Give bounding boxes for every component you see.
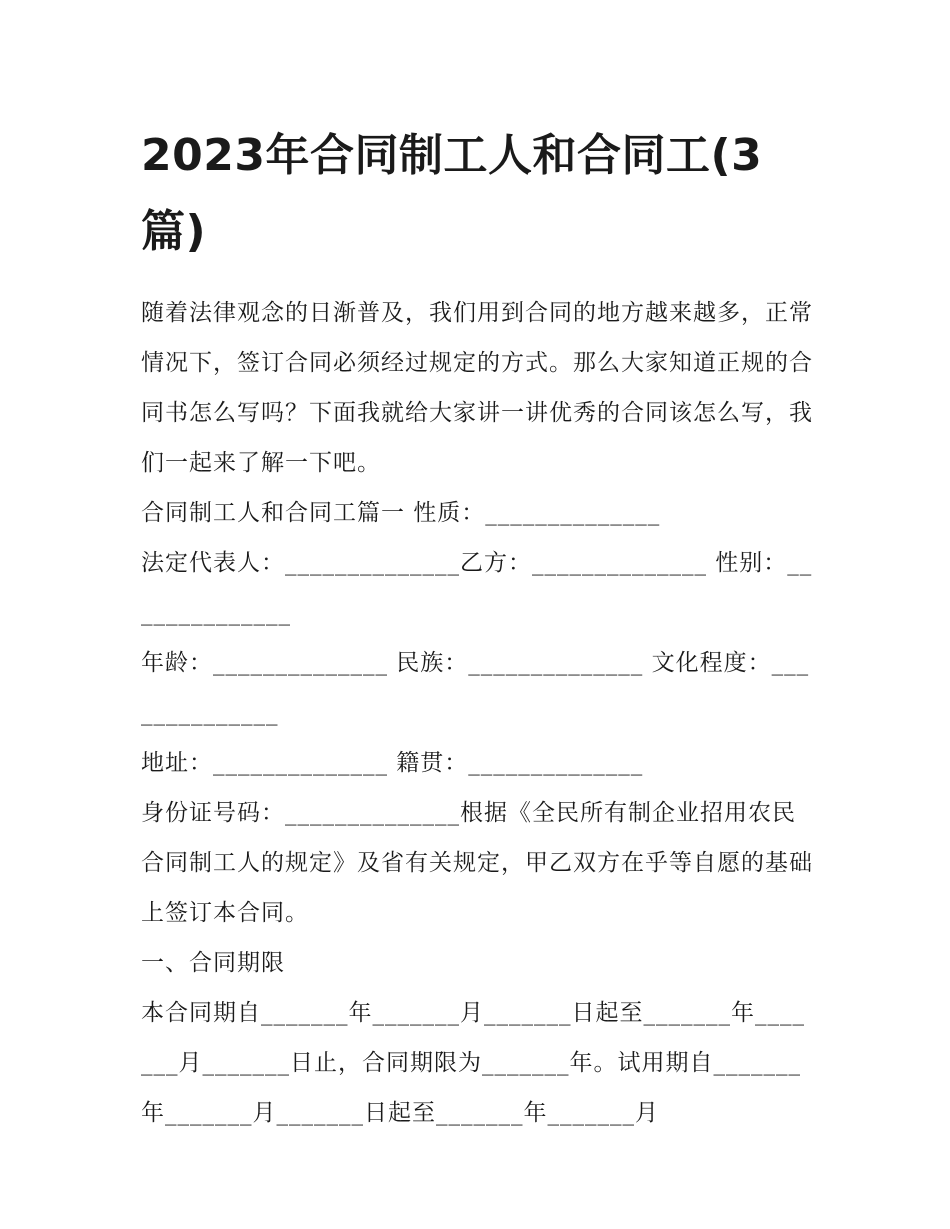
intro-paragraph: 随着法律观念的日渐普及，我们用到合同的地方越来越多，正常情况下，签订合同必须经过规定的方式。那么大家知道正规的合同书怎么写吗？下面我就给大家讲一讲优秀的合同该怎么写，我们一起来了解一下吧。 [141,300,813,476]
document-page [141,118,813,1138]
id-number-paragraph: 身份证号码：______________根据《全民所有制企业招用农民合同制工人的规定》及省有关规定，甲乙双方在乎等自愿的基础上签订本合同。 [141,800,813,926]
party-a-nature-line: 合同制工人和合同工篇一 性质：______________ [141,500,661,526]
section-heading-contract-term: 一、合同期限 [141,950,285,976]
address-origin-line: 地址：______________ 籍贯：______________ [141,750,644,776]
contract-term-paragraph: 本合同期自_______年_______月_______日起至_______年_______月_______日止，合同期限为_______年。试用期自_______年_______月_______日起至_______年_______月 [141,1000,805,1126]
document-title: 2023年合同制工人和合同工(3篇) [141,130,763,257]
representative-gender-line: 法定代表人：______________乙方：______________ 性别：______________ [141,550,813,626]
age-ethnicity-education-line: 年龄：______________ 民族：______________ 文化程度：______________ [141,650,810,726]
